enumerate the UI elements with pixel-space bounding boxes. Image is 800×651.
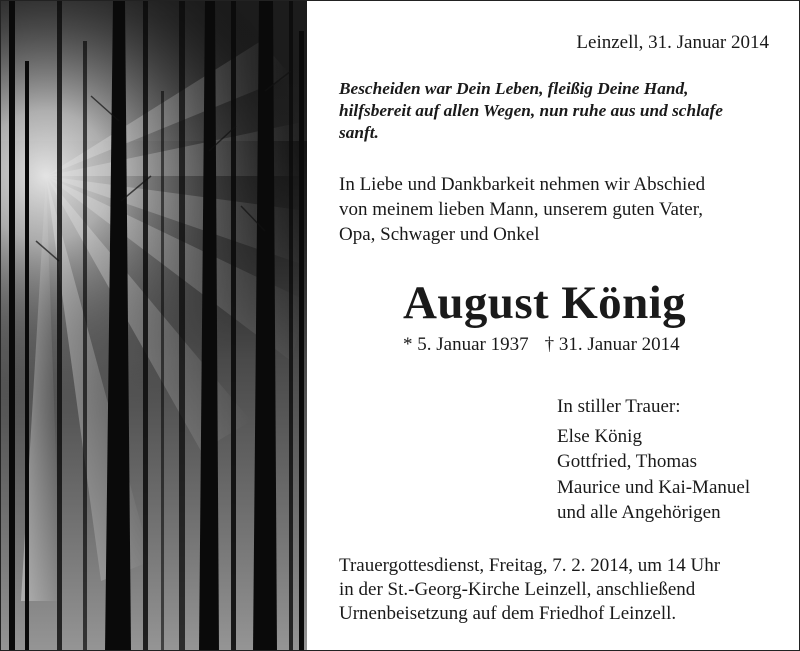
mourner-name: Maurice und Kai-Manuel — [557, 476, 751, 498]
memorial-verse — [339, 78, 779, 144]
farewell-text — [339, 172, 779, 247]
farewell-line: von meinem lieben Mann, unserem guten Vater, — [339, 199, 704, 220]
mourners-block — [557, 394, 750, 526]
verse-line: sanft. — [339, 123, 379, 142]
forest-photo-image — [1, 1, 307, 651]
mourner-name: Gottfried, Thomas — [557, 451, 698, 472]
farewell-line: Opa, Schwager und Onkel — [339, 224, 540, 245]
mourner-name: und alle Angehörigen — [557, 502, 721, 523]
birth-date: * 5. Januar 1937 — [403, 334, 529, 355]
service-line: in der St.-Georg-Kirche Leinzell, anschließend — [339, 579, 696, 600]
life-dates — [403, 334, 680, 356]
forest-sunbeam-photo — [1, 1, 307, 651]
funeral-service-info — [339, 554, 779, 626]
service-line: Urnenbeisetzung auf dem Friedhof Leinzell. — [339, 603, 677, 624]
death-date: † 31. Januar 2014 — [544, 334, 680, 355]
service-line: Trauergottesdienst, Freitag, 7. 2. 2014, um 14 Uhr — [339, 555, 721, 576]
verse-line: Bescheiden war Dein Leben, fleißig Deine Hand, — [339, 79, 689, 98]
farewell-line: In Liebe und Dankbarkeit nehmen wir Abschied — [339, 174, 706, 195]
place-date: Leinzell, 31. Januar 2014 — [576, 32, 769, 53]
notice-text-column — [339, 1, 779, 651]
mourner-name: Else König — [557, 425, 642, 447]
deceased-name: August König — [403, 277, 686, 329]
verse-line: hilfsbereit auf allen Wegen, nun ruhe aus und schlafe — [339, 101, 723, 120]
mourning-heading: In stiller Trauer: — [557, 396, 681, 417]
